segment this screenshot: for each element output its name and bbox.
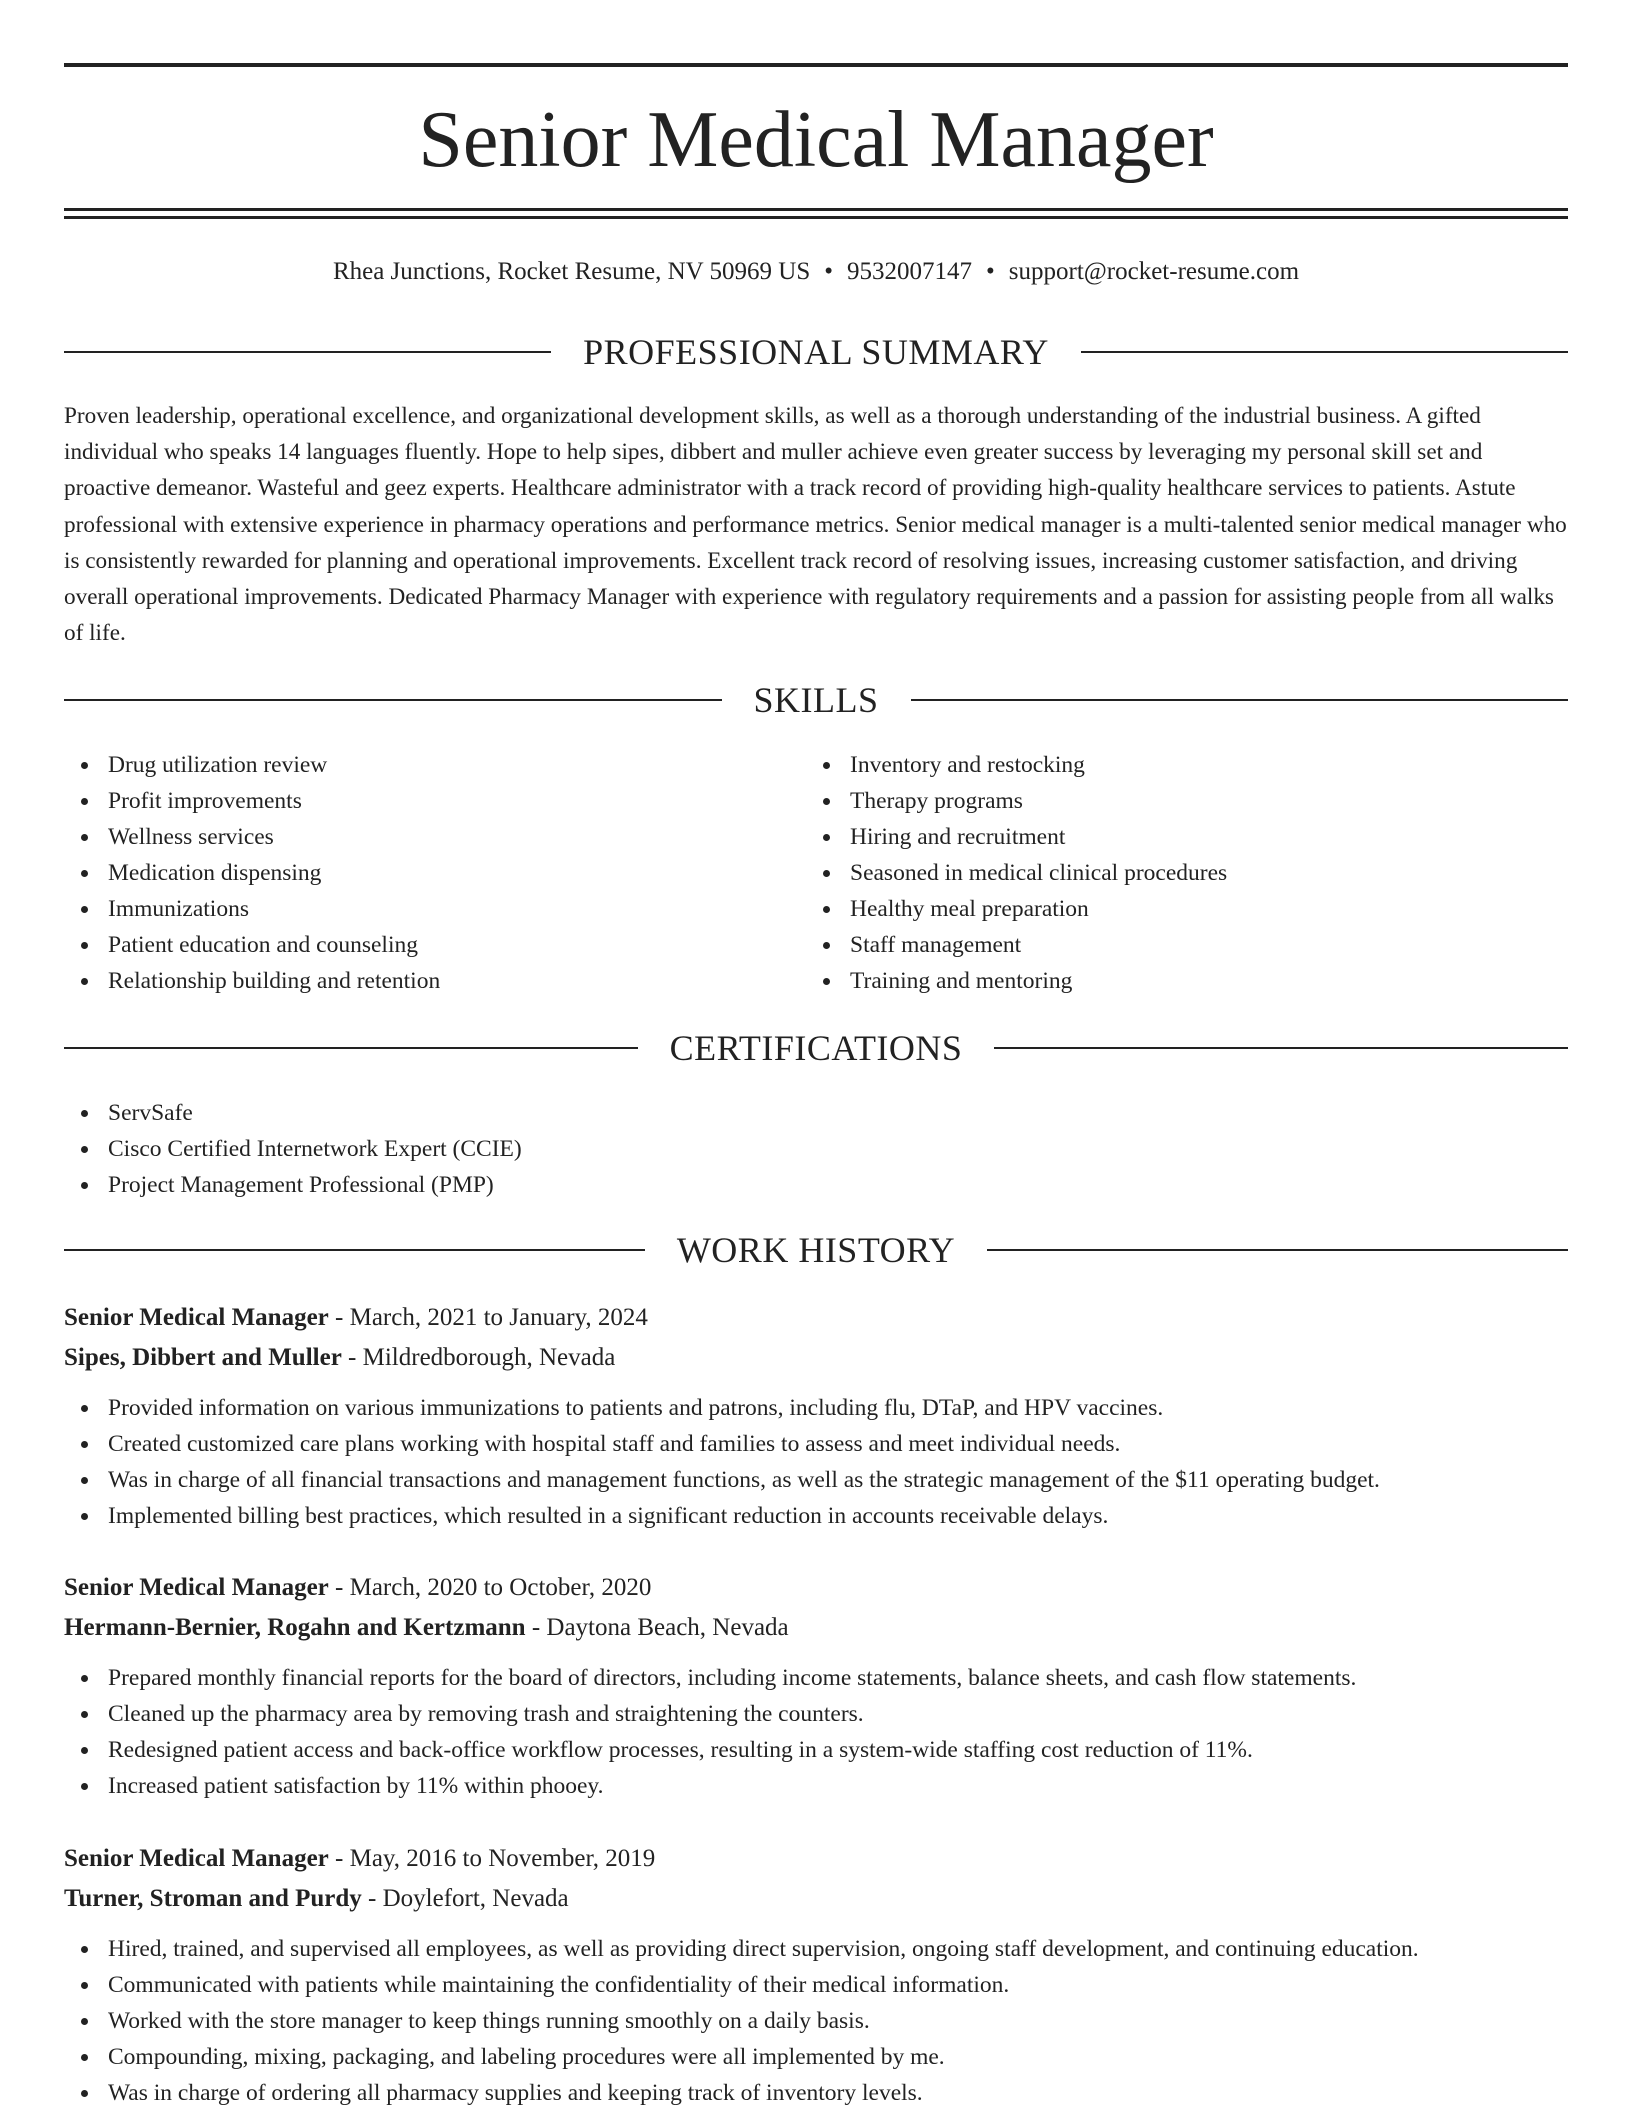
job-dates: March, 2021 to January, 2024 [349,1304,648,1331]
job-bullet: Was in charge of all financial transactions and management functions, as well as the strategic management of the $11 operating budget. [64,1462,1568,1498]
job-title: Senior Medical Manager [64,1574,329,1601]
top-rule [64,63,1568,67]
job-title-line: Senior Medical Manager - March, 2021 to January, 2024 [64,1304,648,1331]
job-bullets [64,1660,1568,1804]
job-bullets [64,1390,1568,1534]
job-bullet: Hired, trained, and supervised all employees, as well as providing direct supervision, ongoing staff development, and continuing education. [64,1931,1568,1967]
job-location: Mildredborough, Nevada [362,1344,616,1371]
heading-rule [994,1047,1568,1049]
resume-title: Senior Medical Manager [418,96,1214,184]
job-company-line: Hermann-Bernier, Rogahn and Kertzmann - Daytona Beach, Nevada [64,1614,789,1641]
skill-item: Wellness services [64,819,764,855]
skill-item: Medication dispensing [64,855,764,891]
heading-rule [64,699,722,701]
skill-item: Therapy programs [806,783,1506,819]
job-bullet: Created customized care plans working with hospital staff and families to assess and meet individual needs. [64,1426,1568,1462]
skill-item: Relationship building and retention [64,963,764,999]
certification-item: ServSafe [64,1095,1464,1131]
job-entry [64,1298,1568,1534]
job-bullet: Communicated with patients while maintaining the confidentiality of their medical information. [64,1967,1568,2003]
skill-item: Staff management [806,927,1506,963]
skill-item: Patient education and counseling [64,927,764,963]
title-double-rule [64,208,1568,219]
job-entry [64,1839,1568,2111]
job-title-line: Senior Medical Manager - March, 2020 to October, 2020 [64,1574,652,1601]
job-title-line: Senior Medical Manager - May, 2016 to November, 2019 [64,1845,656,1872]
skill-item: Hiring and recruitment [806,819,1506,855]
section-heading-skills [64,678,1568,722]
section-heading-work-history [64,1228,1568,1272]
heading-rule [64,1249,645,1251]
heading-rule [987,1249,1568,1251]
section-title: PROFESSIONAL SUMMARY [583,332,1049,372]
job-company: Hermann-Bernier, Rogahn and Kertzmann [64,1614,526,1641]
job-dates: May, 2016 to November, 2019 [349,1845,656,1872]
section-heading-certifications [64,1026,1568,1070]
skill-item: Healthy meal preparation [806,891,1506,927]
contact-separator: • [986,258,995,285]
contact-separator: • [824,258,833,285]
summary-text: Proven leadership, operational excellence, and organizational development skills, as well as a thorough understanding of the industrial business. A gifted individual who speaks 14 languages fluently. Hope to help sipes, dibbert and muller achieve even greater success by leveraging my personal skill set and proactive demeanor. Wasteful and geez experts. Healthcare administrator with a track record of providing high-quality healthcare services to patients. Astute professional with extensive experience in pharmacy operations and performance metrics. Senior medical manager is a multi-talented senior medical manager who is consistently rewarded for planning and operational improvements. Excellent track record of resolving issues, increasing customer satisfaction, and driving overall operational improvements. Dedicated Pharmacy Manager with experience with regulatory requirements and a passion for assisting people from all walks of life. [64,403,1567,647]
skills-list-right [806,747,1506,999]
job-bullet: Was in charge of ordering all pharmacy supplies and keeping track of inventory levels. [64,2075,1568,2111]
skill-item: Immunizations [64,891,764,927]
contact-line [64,254,1568,290]
job-location: Doylefort, Nevada [382,1885,569,1912]
job-location: Daytona Beach, Nevada [546,1614,789,1641]
job-title: Senior Medical Manager [64,1845,329,1872]
skill-item: Drug utilization review [64,747,764,783]
job-company-line: Turner, Stroman and Purdy - Doylefort, Nevada [64,1885,569,1912]
section-heading-summary [64,330,1568,374]
job-bullet: Implemented billing best practices, which resulted in a significant reduction in accounts receivable delays. [64,1498,1568,1534]
heading-rule [64,1047,638,1049]
skill-item: Profit improvements [64,783,764,819]
certifications-list [64,1095,1464,1203]
skill-item: Training and mentoring [806,963,1506,999]
skill-item: Seasoned in medical clinical procedures [806,855,1506,891]
certification-item: Cisco Certified Internetwork Expert (CCIE) [64,1131,1464,1167]
heading-rule [1081,351,1568,353]
heading-rule [64,351,551,353]
contact-address: Rhea Junctions, Rocket Resume, NV 50969 US [332,258,811,285]
job-bullet: Prepared monthly financial reports for the board of directors, including income statements, balance sheets, and cash flow statements. [64,1660,1568,1696]
section-title: SKILLS [753,680,879,720]
job-bullet: Compounding, mixing, packaging, and labeling procedures were all implemented by me. [64,2039,1568,2075]
job-bullet: Provided information on various immunizations to patients and patrons, including flu, DTaP, and HPV vaccines. [64,1390,1568,1426]
certification-item: Project Management Professional (PMP) [64,1167,1464,1203]
skill-item: Inventory and restocking [806,747,1506,783]
contact-email: support@rocket-resume.com [1008,258,1300,285]
section-title: WORK HISTORY [676,1230,956,1270]
job-bullet: Worked with the store manager to keep things running smoothly on a daily basis. [64,2003,1568,2039]
job-bullets [64,1931,1568,2111]
job-company-line: Sipes, Dibbert and Muller - Mildredborough, Nevada [64,1344,616,1371]
job-company: Sipes, Dibbert and Muller [64,1344,342,1371]
job-dates: March, 2020 to October, 2020 [349,1574,652,1601]
job-bullet: Redesigned patient access and back-office workflow processes, resulting in a system-wide staffing cost reduction of 11%. [64,1732,1568,1768]
job-title: Senior Medical Manager [64,1304,329,1331]
section-title: CERTIFICATIONS [669,1028,963,1068]
contact-phone: 9532007147 [847,258,972,285]
skills-list-left [64,747,764,999]
job-company: Turner, Stroman and Purdy [64,1885,362,1912]
job-entry [64,1568,1568,1804]
job-bullet: Increased patient satisfaction by 11% within phooey. [64,1768,1568,1804]
heading-rule [911,699,1569,701]
job-bullet: Cleaned up the pharmacy area by removing trash and straightening the counters. [64,1696,1568,1732]
